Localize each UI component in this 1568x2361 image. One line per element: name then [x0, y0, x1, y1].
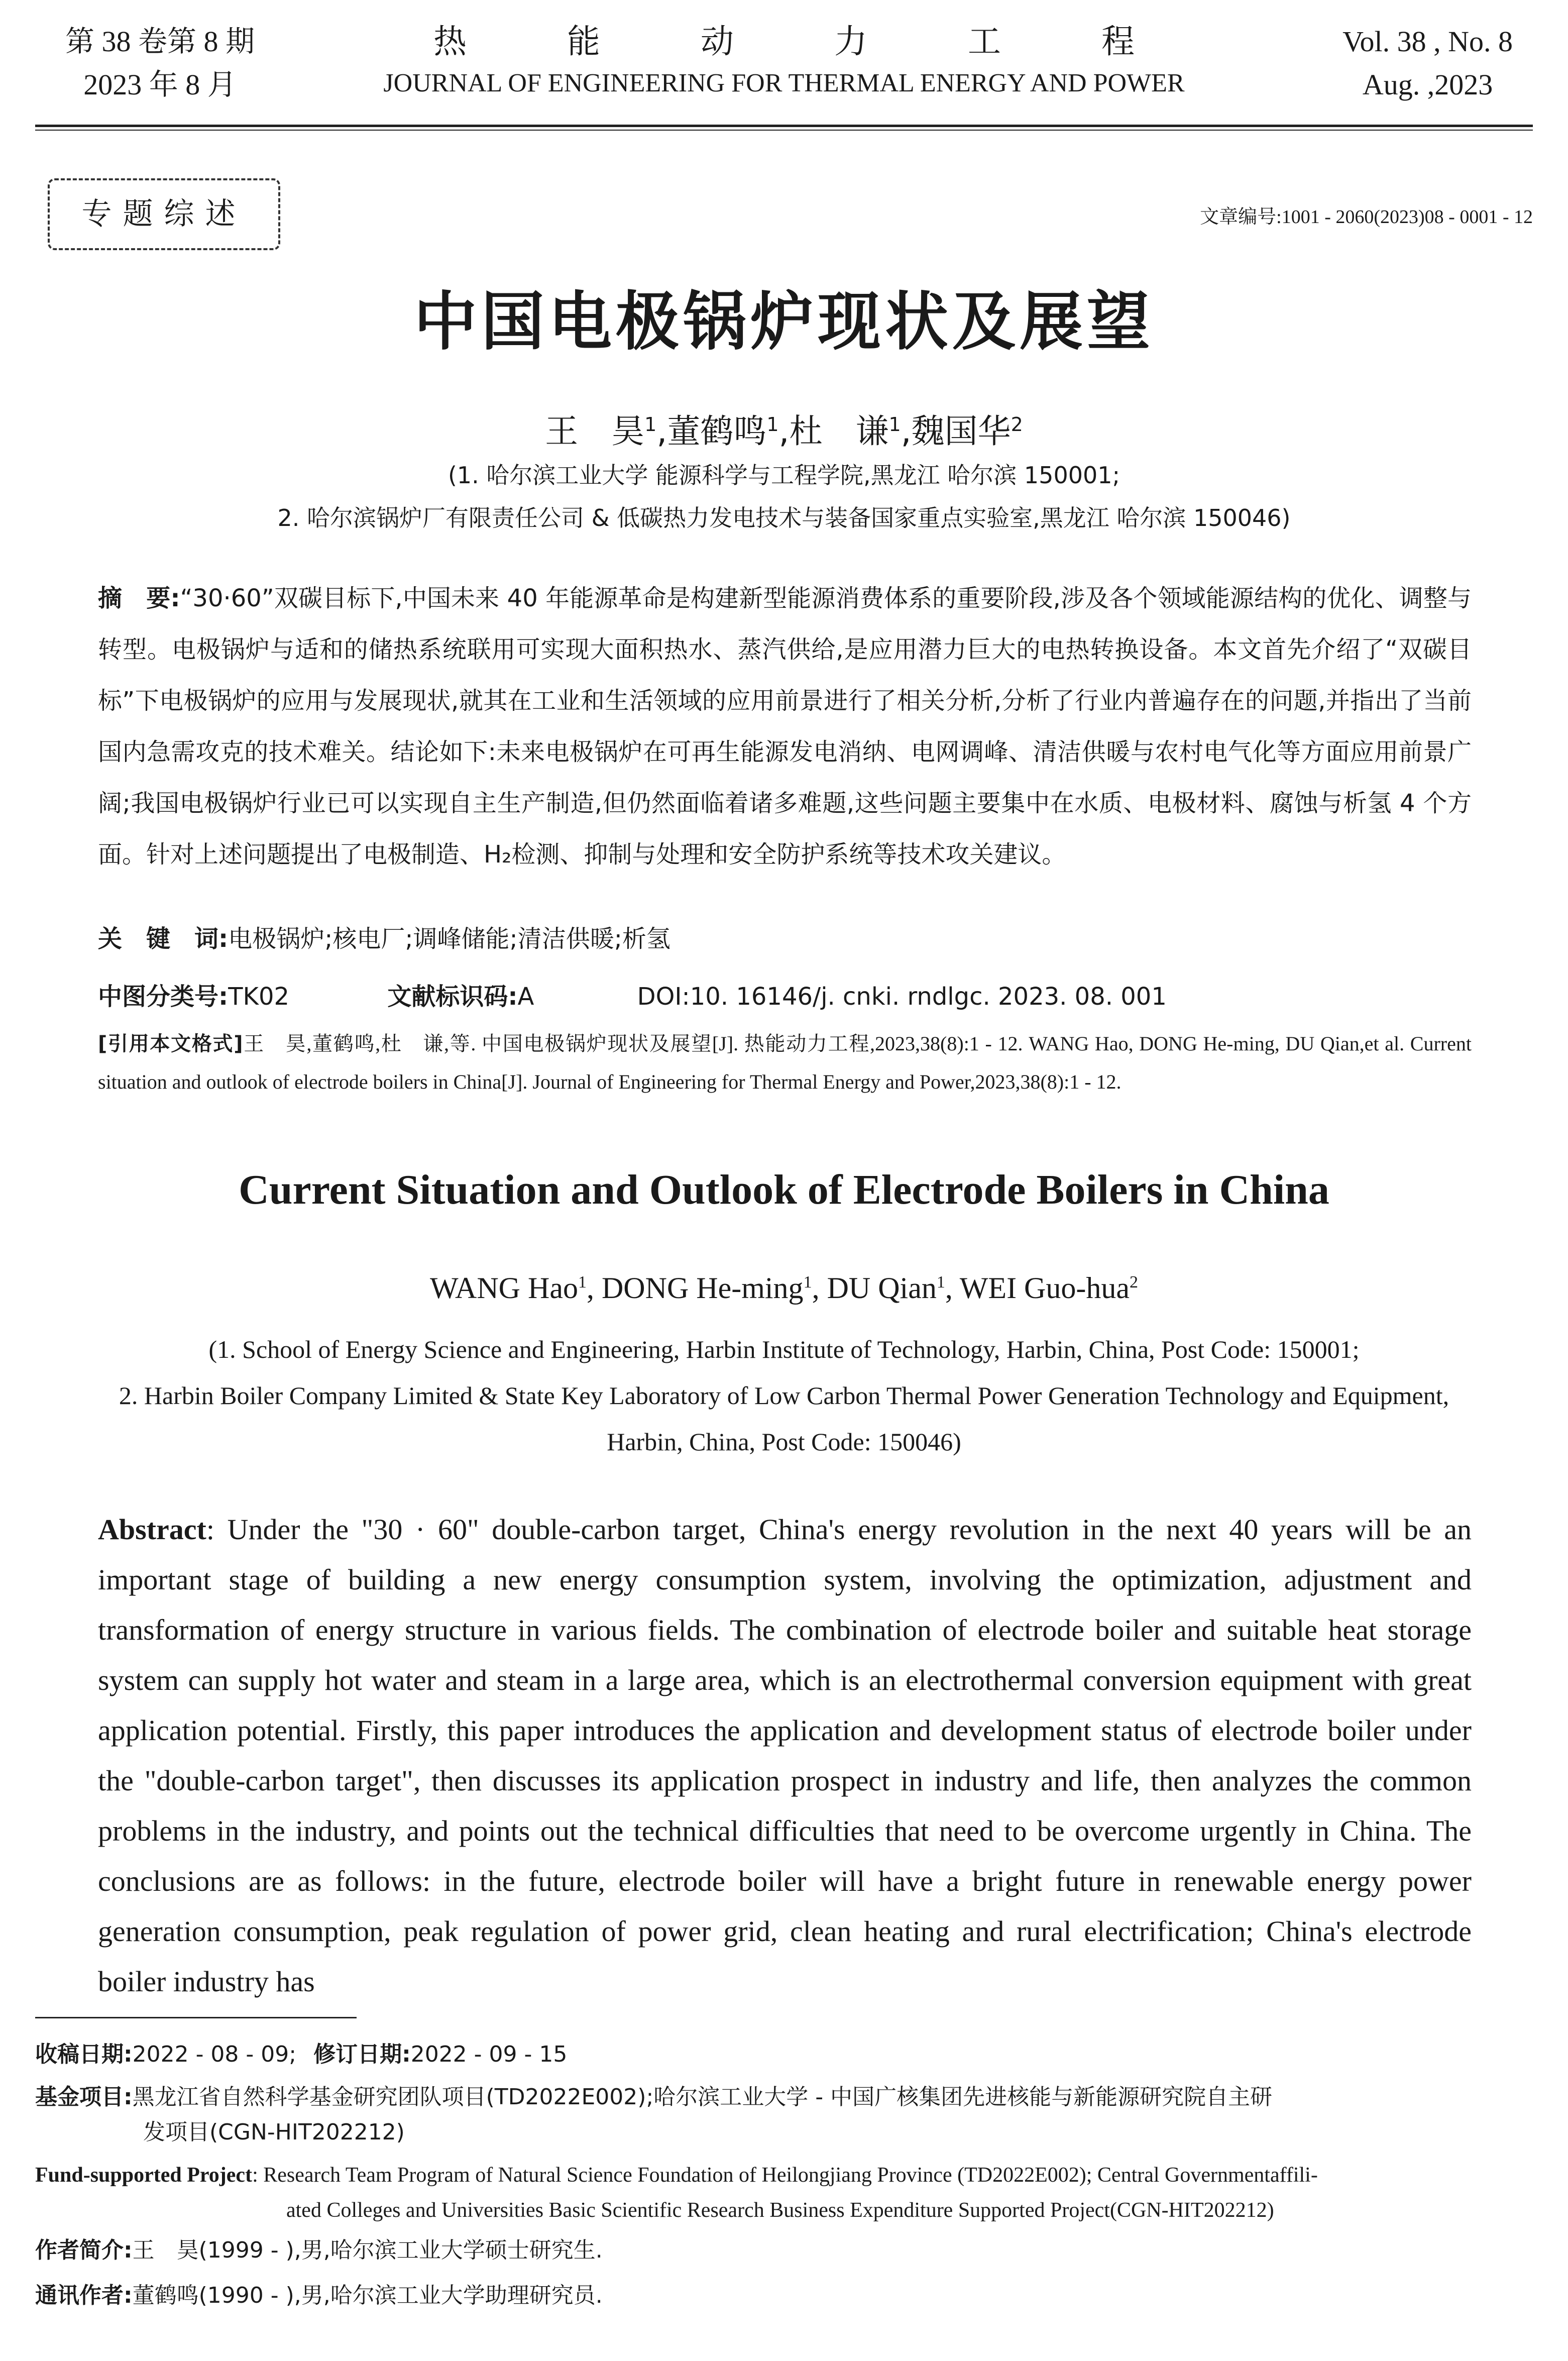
footnote-author: [35, 2233, 1532, 2268]
author-name: 董鹤鸣: [667, 412, 767, 451]
date-en: Aug. ,2023: [1362, 68, 1493, 101]
fund-en-line-1: : Research Team Program of Natural Science Foundation of Heilongjiang Province (TD2022E002); Central Governmentaffili-: [252, 2164, 1318, 2187]
footnote-rule: [35, 2017, 357, 2018]
author-name: WANG Hao: [430, 1271, 578, 1305]
author-affil-mark: 2: [1011, 413, 1023, 436]
author-affil-mark: 1: [803, 1273, 812, 1292]
clc-value: TK02: [228, 983, 290, 1011]
doc-code-value: A: [517, 983, 534, 1011]
author-name: DU Qian: [827, 1271, 937, 1305]
citation-label: [引用本文格式]: [98, 1032, 243, 1055]
corresponding-label: 通讯作者:: [35, 2283, 133, 2308]
article-number: 文章编号:1001 - 2060(2023)08 - 0001 - 12: [1200, 206, 1533, 228]
affiliation-cn-2: 2. 哈尔滨锅炉厂有限责任公司 & 低碳热力发电技术与装备国家重点实验室,黑龙江 哈尔滨 150046): [277, 504, 1291, 531]
fund-en-label: Fund-supported Project: [35, 2164, 253, 2187]
citation-text: 王 昊,董鹤鸣,杜 谦,等. 中国电极锅炉现状及展望[J]. 热能动力工程,2023,38(8):1 - 12. WANG Hao, DONG He-ming, DU Qian,et al. Current situation and outlook of electrode boilers in China[J]. Journal of Engineering for Thermal Energy and Power,2023,38(8):1 - 12.: [98, 1032, 1472, 1093]
authors-cn: 王 昊$^1$,董鹤鸣$^1$,杜 谦$^1$,魏国华$^2$: [545, 412, 1023, 451]
section-tag: 专题综述: [48, 178, 280, 250]
journal-title-cn: 热能动力工程: [433, 22, 1235, 61]
header-rule-thin: [35, 130, 1533, 131]
received-date: 2022 - 08 - 09;: [132, 2042, 297, 2067]
revised-date: 2022 - 09 - 15: [410, 2042, 568, 2067]
journal-title: [0, 20, 1568, 103]
author-affil-mark: 1: [644, 413, 657, 436]
clc-label: 中图分类号:: [98, 983, 229, 1011]
affiliation-en-1: (1. School of Energy Science and Engineering, Harbin Institute of Technology, Harbin, China, Post Code: 150001;: [208, 1335, 1360, 1363]
received-label: 收稿日期:: [35, 2042, 133, 2067]
volume-cn: 第 38 卷第 8 期: [65, 25, 255, 58]
author-name: 魏国华: [911, 412, 1011, 451]
affiliation-cn-1: (1. 哈尔滨工业大学 能源科学与工程学院,黑龙江 哈尔滨 150001;: [447, 462, 1121, 489]
abstract-en: [98, 1505, 1472, 2007]
author-bio: 王 昊(1999 - ),男,哈尔滨工业大学硕士研究生.: [132, 2237, 603, 2263]
fund-label: 基金项目:: [35, 2084, 133, 2110]
author-name: DONG He-ming: [601, 1271, 804, 1305]
journal-title-en: JOURNAL OF ENGINEERING FOR THERMAL ENERGY AND POWER: [383, 69, 1185, 97]
keywords-label: 关 键 词:: [98, 925, 229, 953]
affiliation-en-3: Harbin, China, Post Code: 150046): [607, 1428, 961, 1456]
affiliation-en-2: 2. Harbin Boiler Company Limited & State Key Laboratory of Low Carbon Thermal Power Generation Technology and Equipment,: [119, 1381, 1449, 1410]
fund-line-2: 发项目(CGN-HIT202212): [143, 2119, 405, 2145]
author-name: 杜 谦: [789, 412, 889, 451]
doi: DOI:10. 16146/j. cnki. rndlgc. 2023. 08. 001: [637, 983, 1167, 1011]
date-cn: 2023 年 8 月: [83, 68, 237, 101]
header-rule: [35, 125, 1533, 127]
abstract-cn-label: 摘 要:: [98, 584, 180, 612]
author-name: WEI Guo-hua: [959, 1271, 1130, 1305]
doc-code-label: 文献标识码:: [387, 983, 518, 1011]
volume-en: Vol. 38 , No. 8: [1342, 25, 1513, 58]
classification-line: [98, 977, 1472, 1012]
footnote-fund-en: [35, 2158, 1532, 2228]
abstract-cn: [98, 573, 1472, 880]
abstract-en-label: Abstract: [98, 1513, 206, 1546]
fund-en-line-2: ated Colleges and Universities Basic Scientific Research Business Expenditure Supported Project(CGN-HIT202212): [286, 2199, 1274, 2222]
paper-title-en: Current Situation and Outlook of Electrode Boilers in China: [239, 1166, 1329, 1213]
volume-issue-en: [1342, 20, 1513, 106]
footnote-fund-cn: [35, 2080, 1532, 2150]
keywords-cn: [98, 919, 670, 954]
fund-line-1: 黑龙江省自然科学基金研究团队项目(TD2022E002);哈尔滨工业大学 - 中国广核集团先进核能与新能源研究院自主研: [132, 2084, 1273, 2110]
author-affil-mark: 1: [766, 413, 779, 436]
keywords-text: 电极锅炉;核电厂;调峰储能;清洁供暖;析氢: [228, 925, 670, 953]
citation-format: [98, 1025, 1472, 1101]
author-affil-mark: 1: [888, 413, 901, 436]
paper-title-cn: 中国电极锅炉现状及展望: [414, 285, 1154, 359]
author-name: 王 昊: [545, 412, 645, 451]
footnote-dates: [35, 2037, 1532, 2072]
abstract-en-text: : Under the "30 · 60" double-carbon target, China's energy revolution in the next 40 years will be an important stage of building a new energy consumption system, involving the optimization, adjustment and transformation of energy structure in various fields. The combination of electrode boiler and suitable heat storage system can supply hot water and steam in a large area, which is an electrothermal conversion equipment with great application potential. Firstly, this paper introduces the application and development status of electrode boiler under the "double-carbon target", then discusses its application prospect in industry and life, then analyzes the common problems in the industry, and points out the technical difficulties that need to be overcome urgently in China. The conclusions are as follows: in the future, electrode boiler will have a bright future in renewable energy power generation consumption, peak regulation of power grid, clean heating and rural electrification; China's electrode boiler industry has: [98, 1513, 1472, 1998]
author-affil-mark: 2: [1129, 1273, 1138, 1292]
author-bio-label: 作者简介:: [35, 2237, 133, 2263]
footnote-corresponding: [35, 2278, 1532, 2313]
authors-en: WANG Hao$^1$, DONG He-ming$^1$, DU Qian$^1$, WEI Guo-hua$^2$: [430, 1271, 1138, 1305]
corresponding-author: 董鹤鸣(1990 - ),男,哈尔滨工业大学助理研究员.: [132, 2283, 603, 2308]
author-affil-mark: 1: [578, 1273, 587, 1292]
abstract-cn-text: “30·60”双碳目标下,中国未来 40 年能源革命是构建新型能源消费体系的重要阶段,涉及各个领域能源结构的优化、调整与转型。电极锅炉与适和的储热系统联用可实现大面积热水、蒸汽供给,是应用潜力巨大的电热转换设备。本文首先介绍了“双碳目标”下电极锅炉的应用与发展现状,就其在工业和生活领域的应用前景进行了相关分析,分析了行业内普遍存在的问题,并指出了当前国内急需攻克的技术难关。结论如下:未来电极锅炉在可再生能源发电消纳、电网调峰、清洁供暖与农村电气化等方面应用前景广阔;我国电极锅炉行业已可以实现自主生产制造,但仍然面临着诸多难题,这些问题主要集中在水质、电极材料、腐蚀与析氢 4 个方面。针对上述问题提出了电极制造、H₂检测、抑制与处理和安全防护系统等技术攻关建议。: [98, 584, 1472, 869]
revised-label: 修订日期:: [313, 2042, 411, 2067]
author-affil-mark: 1: [936, 1273, 945, 1292]
